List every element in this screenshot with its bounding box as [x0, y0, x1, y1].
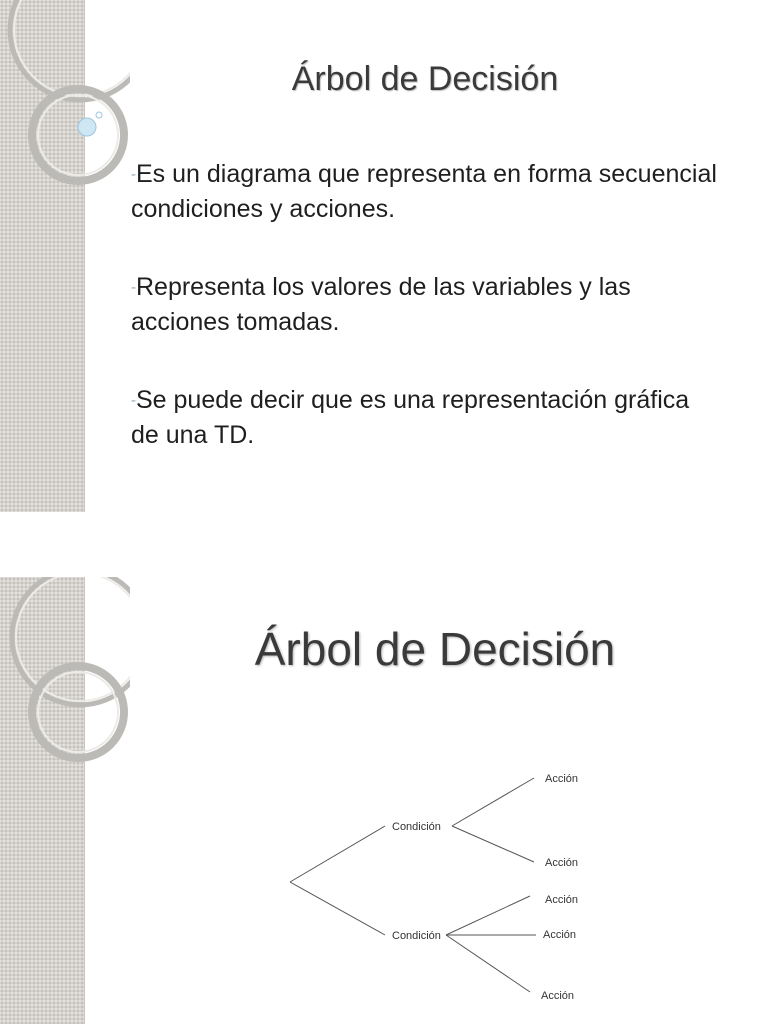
decision-tree-diagram — [280, 762, 610, 1002]
bullet-marker: - — [131, 279, 136, 296]
tree-branch — [452, 778, 534, 826]
tree-branch — [290, 826, 385, 882]
bullet-item — [131, 383, 721, 452]
bullet-item — [131, 270, 721, 339]
bullet-marker: - — [131, 392, 136, 409]
slide-title: Árbol de Decisión — [291, 60, 559, 98]
slide-title: Árbol de Decisión — [254, 623, 616, 675]
tree-branch — [452, 826, 534, 862]
action-node: Acción — [545, 894, 579, 906]
bullet-list — [131, 157, 721, 496]
slide-gap — [0, 512, 768, 577]
condition-node: Condición — [392, 821, 441, 833]
condition-node: Condición — [392, 930, 441, 942]
tree-branch — [290, 882, 385, 935]
bullet-text: Es un diagrama que representa en forma secuencial condiciones y acciones. — [131, 160, 717, 223]
bullet-marker: - — [131, 166, 136, 183]
decorative-circles — [0, 0, 130, 200]
bullet-item — [131, 157, 721, 226]
tree-branch — [446, 935, 530, 992]
bullet-text: Representa los valores de las variables y las acciones tomadas. — [131, 273, 631, 336]
action-node: Acción — [545, 773, 579, 785]
action-node: Acción — [543, 929, 577, 941]
bullet-text: Se puede decir que es una representación gráfica de una TD. — [131, 386, 690, 449]
slide-2 — [0, 577, 768, 1024]
decorative-circles — [0, 577, 130, 777]
action-node: Acción — [541, 990, 575, 1002]
action-node: Acción — [545, 857, 579, 869]
tree-branch — [446, 896, 530, 935]
